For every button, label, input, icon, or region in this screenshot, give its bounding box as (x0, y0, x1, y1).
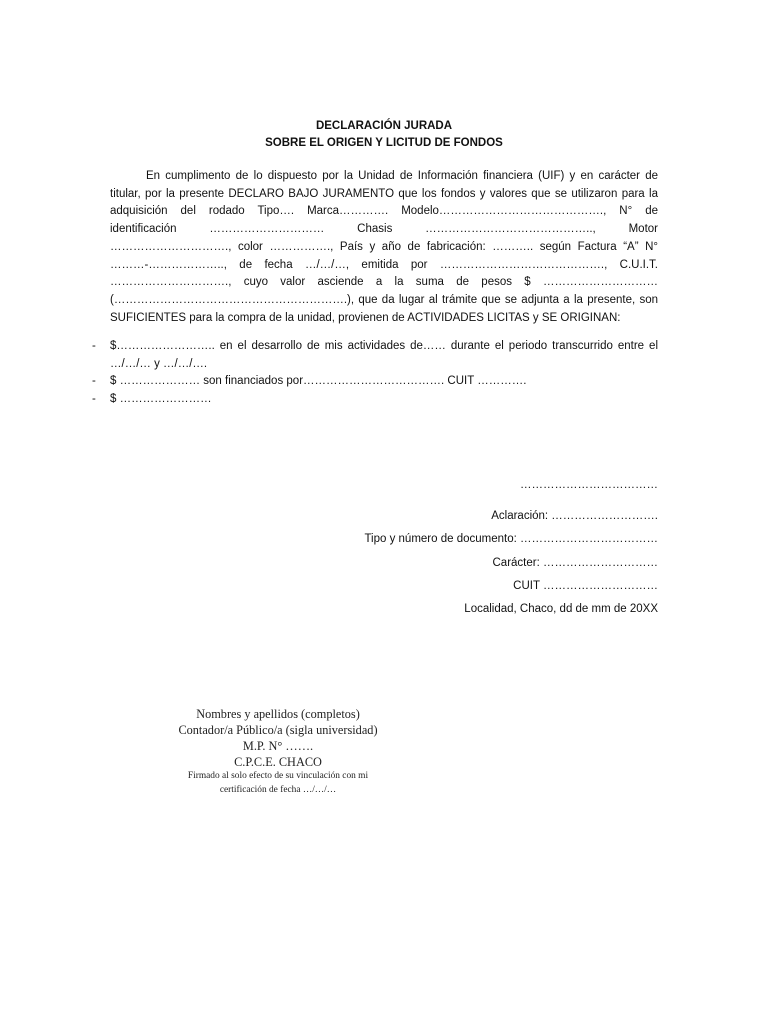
accountant-registration: M.P. N° ……. (242, 739, 314, 753)
accountant-title: Contador/a Público/a (sigla universidad) (178, 723, 378, 737)
accountant-council: C.P.C.E. CHACO (234, 755, 322, 769)
cuit-field: CUIT ………………………… (513, 579, 658, 592)
accountant-note-line1: Firmado al solo efecto de su vinculación con mi (187, 771, 369, 781)
place-date-line: Localidad, Chaco, dd de mm de 20XX (464, 603, 658, 616)
document-subtitle: SOBRE EL ORIGEN Y LICITUD DE FONDOS (265, 137, 503, 149)
list-bullet: - (92, 340, 96, 352)
list-item (92, 338, 658, 373)
accountant-stamp (130, 706, 426, 797)
funds-origin-list (92, 338, 658, 409)
list-bullet: - (92, 393, 96, 406)
accountant-names: Nombres y apellidos (completos) (196, 707, 360, 721)
list-item-text: $…………………….. en el desarrollo de mis actividades de…… durante el periodo transcurrido entre el …/…/… y …/…/…. (110, 340, 658, 370)
document-type-field: Tipo y número de documento: ……………………………… (364, 533, 658, 546)
list-item-text: $ …………………… (110, 393, 212, 406)
list-bullet: - (92, 375, 96, 388)
signature-line: ……………………………… (520, 479, 658, 491)
list-item (92, 391, 658, 409)
declaration-paragraph: En cumplimento de lo dispuesto por la Unidad de Información financiera (UIF) y en carácter de titular, por la presente DECLARO BAJO JURAMENTO que los fondos y valores que se utilizaron para la adquisición del rodado Tipo…. Marca…………. Modelo……………………………………., N° de identificación ………………………… Chasis …………………………………….., Motor …………………………., color ……………., País y año de fabricación: ……….. según Factura “A” N° ………-……………….., de fecha …/…/…, emitida por ……………………………………., C.U.I.T. …………………………., cuyo valor asciende a la suma de pesos $ …………………………(…………………………………………………….), que da lugar al trámite que se adjunta a la presente, son SUFICIENTES para la compra de la unidad, provienen de ACTIVIDADES LICITAS y SE ORIGINAN: (110, 170, 658, 324)
document-header (0, 118, 768, 152)
document-title: DECLARACIÓN JURADA (315, 120, 453, 132)
list-item-text: $ ………………… son financiados por………………………………. CUIT …………. (110, 375, 527, 388)
accountant-note-line2: certificación de fecha …/…/… (219, 784, 337, 795)
aclaracion-field: Aclaración: ………………………. (491, 510, 658, 523)
list-item (92, 373, 658, 391)
signature-block (300, 474, 658, 621)
caracter-field: Carácter: ………………………… (492, 556, 658, 569)
